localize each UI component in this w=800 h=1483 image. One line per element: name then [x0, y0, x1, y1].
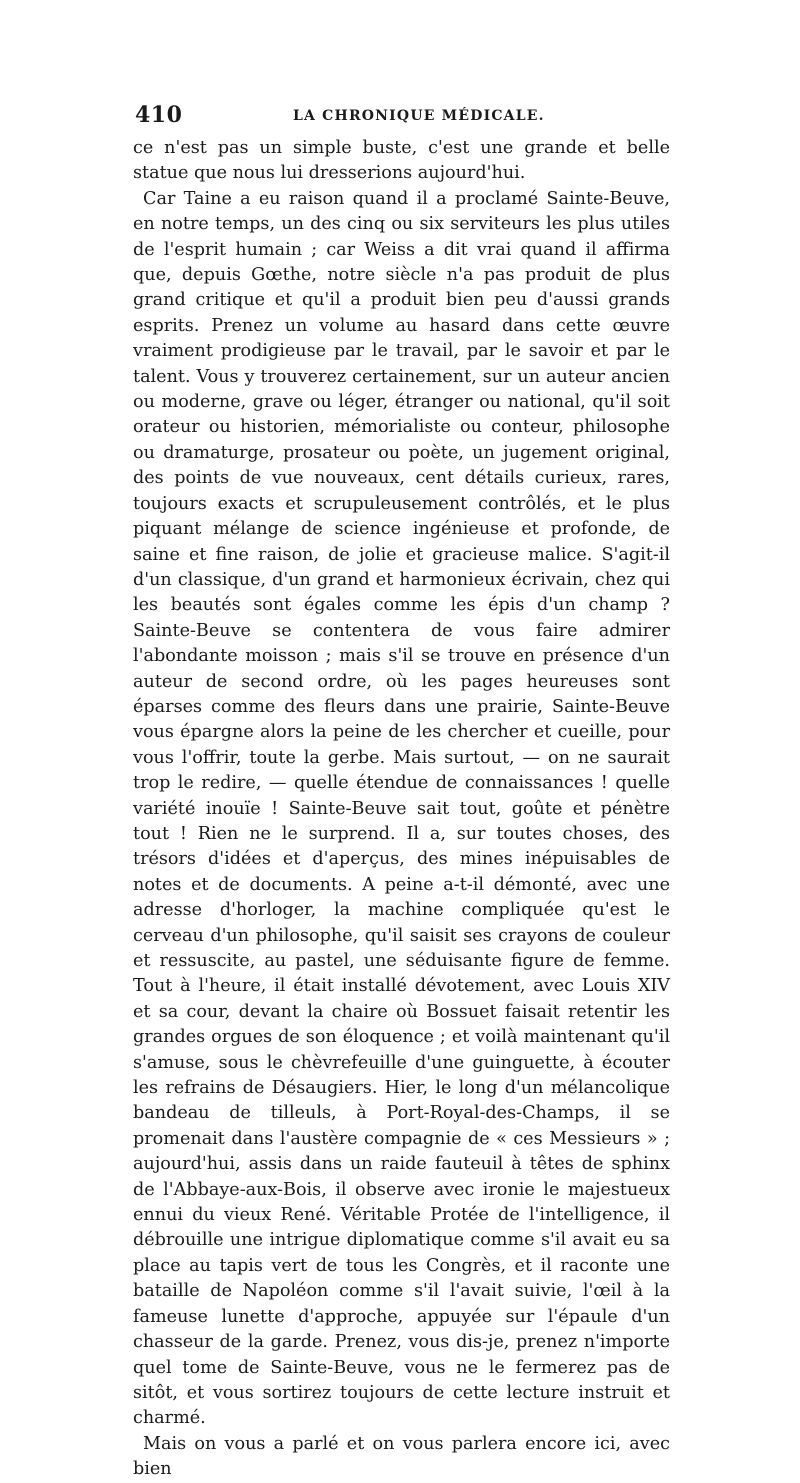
page-number: 410	[135, 102, 183, 128]
paragraph-continuation: ce n'est pas un simple buste, c'est une grande et belle statue que nous lui dresserions aujourd'hui.	[133, 138, 670, 184]
body-text	[133, 136, 670, 1483]
paragraph: Car Taine a eu raison quand il a proclamé Sainte-Beuve, en notre temps, un des cinq ou six serviteurs les plus utiles de l'esprit humain ; car Weiss a dit vrai quand il affirma que, depuis Gœthe, notre siècle n'a pas produit de plus grand critique et qu'il a produit bien peu d'aussi grands esprits. Prenez un volume au hasard dans cette œuvre vraiment prodigieuse par le travail, par le savoir et par le talent. Vous y trouverez certainement, sur un auteur ancien ou moderne, grave ou léger, étranger ou national, qu'il soit orateur ou historien, mémorialiste ou conteur, philosophe ou dramaturge, prosateur ou poète, un jugement original, des points de vue nouveaux, cent détails curieux, rares, toujours exacts et scrupuleusement contrôlés, et le plus piquant mélange de science ingénieuse et profonde, de saine et fine raison, de jolie et gracieuse malice. S'agit-il d'un classique, d'un grand et harmonieux écrivain, chez qui les beautés sont égales comme les épis d'un champ ? Sainte-Beuve se contentera de vous faire admirer l'abondante moisson ; mais s'il se trouve en présence d'un auteur de second ordre, où les pages heureuses sont éparses comme des fleurs dans une prairie, Sainte-Beuve vous épargne alors la peine de les chercher et cueille, pour vous l'offrir, toute la gerbe. Mais surtout, — on ne saurait trop le redire, — quelle étendue de connaissances ! quelle variété inouïe ! Sainte-Beuve sait tout, goûte et pénètre tout ! Rien ne le surprend. Il a, sur toutes choses, des trésors d'idées et d'aperçus, des mines inépuisables de notes et de documents. A peine a-t-il démonté, avec une adresse d'horloger, la machine compliquée qu'est le cerveau d'un philosophe, qu'il saisit ses crayons de couleur et ressuscite, au pastel, une séduisante figure de femme. Tout à l'heure, il était installé dévotement, avec Louis XIV et sa cour, devant la chaire où Bossuet faisait retentir les grandes orgues de son éloquence ; et voilà maintenant qu'il s'amuse, sous le chèvrefeuille d'une guinguette, à écouter les refrains de Désaugiers. Hier, le long d'un mélancolique bandeau de tilleuls, à Port-Royal-des-Champs, il se promenait dans l'austère compagnie de « ces Messieurs » ; aujourd'hui, assis dans un raide fauteuil à têtes de sphinx de l'Abbaye-aux-Bois, il observe avec ironie le majestueux ennui du vieux René. Véritable Protée de l'intelligence, il débrouille une intrigue diplomatique comme s'il avait eu sa place au tapis vert de tous les Congrès, et il raconte une bataille de Napoléon comme s'il l'avait suivie, l'œil à la fameuse lunette d'approche, appuyée sur l'épaule d'un chasseur de la garde. Prenez, vous dis-je, prenez n'importe quel tome de Sainte-Beuve, vous ne le fermerez pas de sitôt, et vous sortirez toujours de cette lecture instruit et charmé.	[133, 188, 670, 1429]
journal-title: LA CHRONIQUE MÉDICALE.	[293, 108, 545, 124]
paragraph: Mais on vous a parlé et on vous parlera encore ici, avec bien	[133, 1433, 670, 1480]
running-head	[133, 100, 670, 134]
